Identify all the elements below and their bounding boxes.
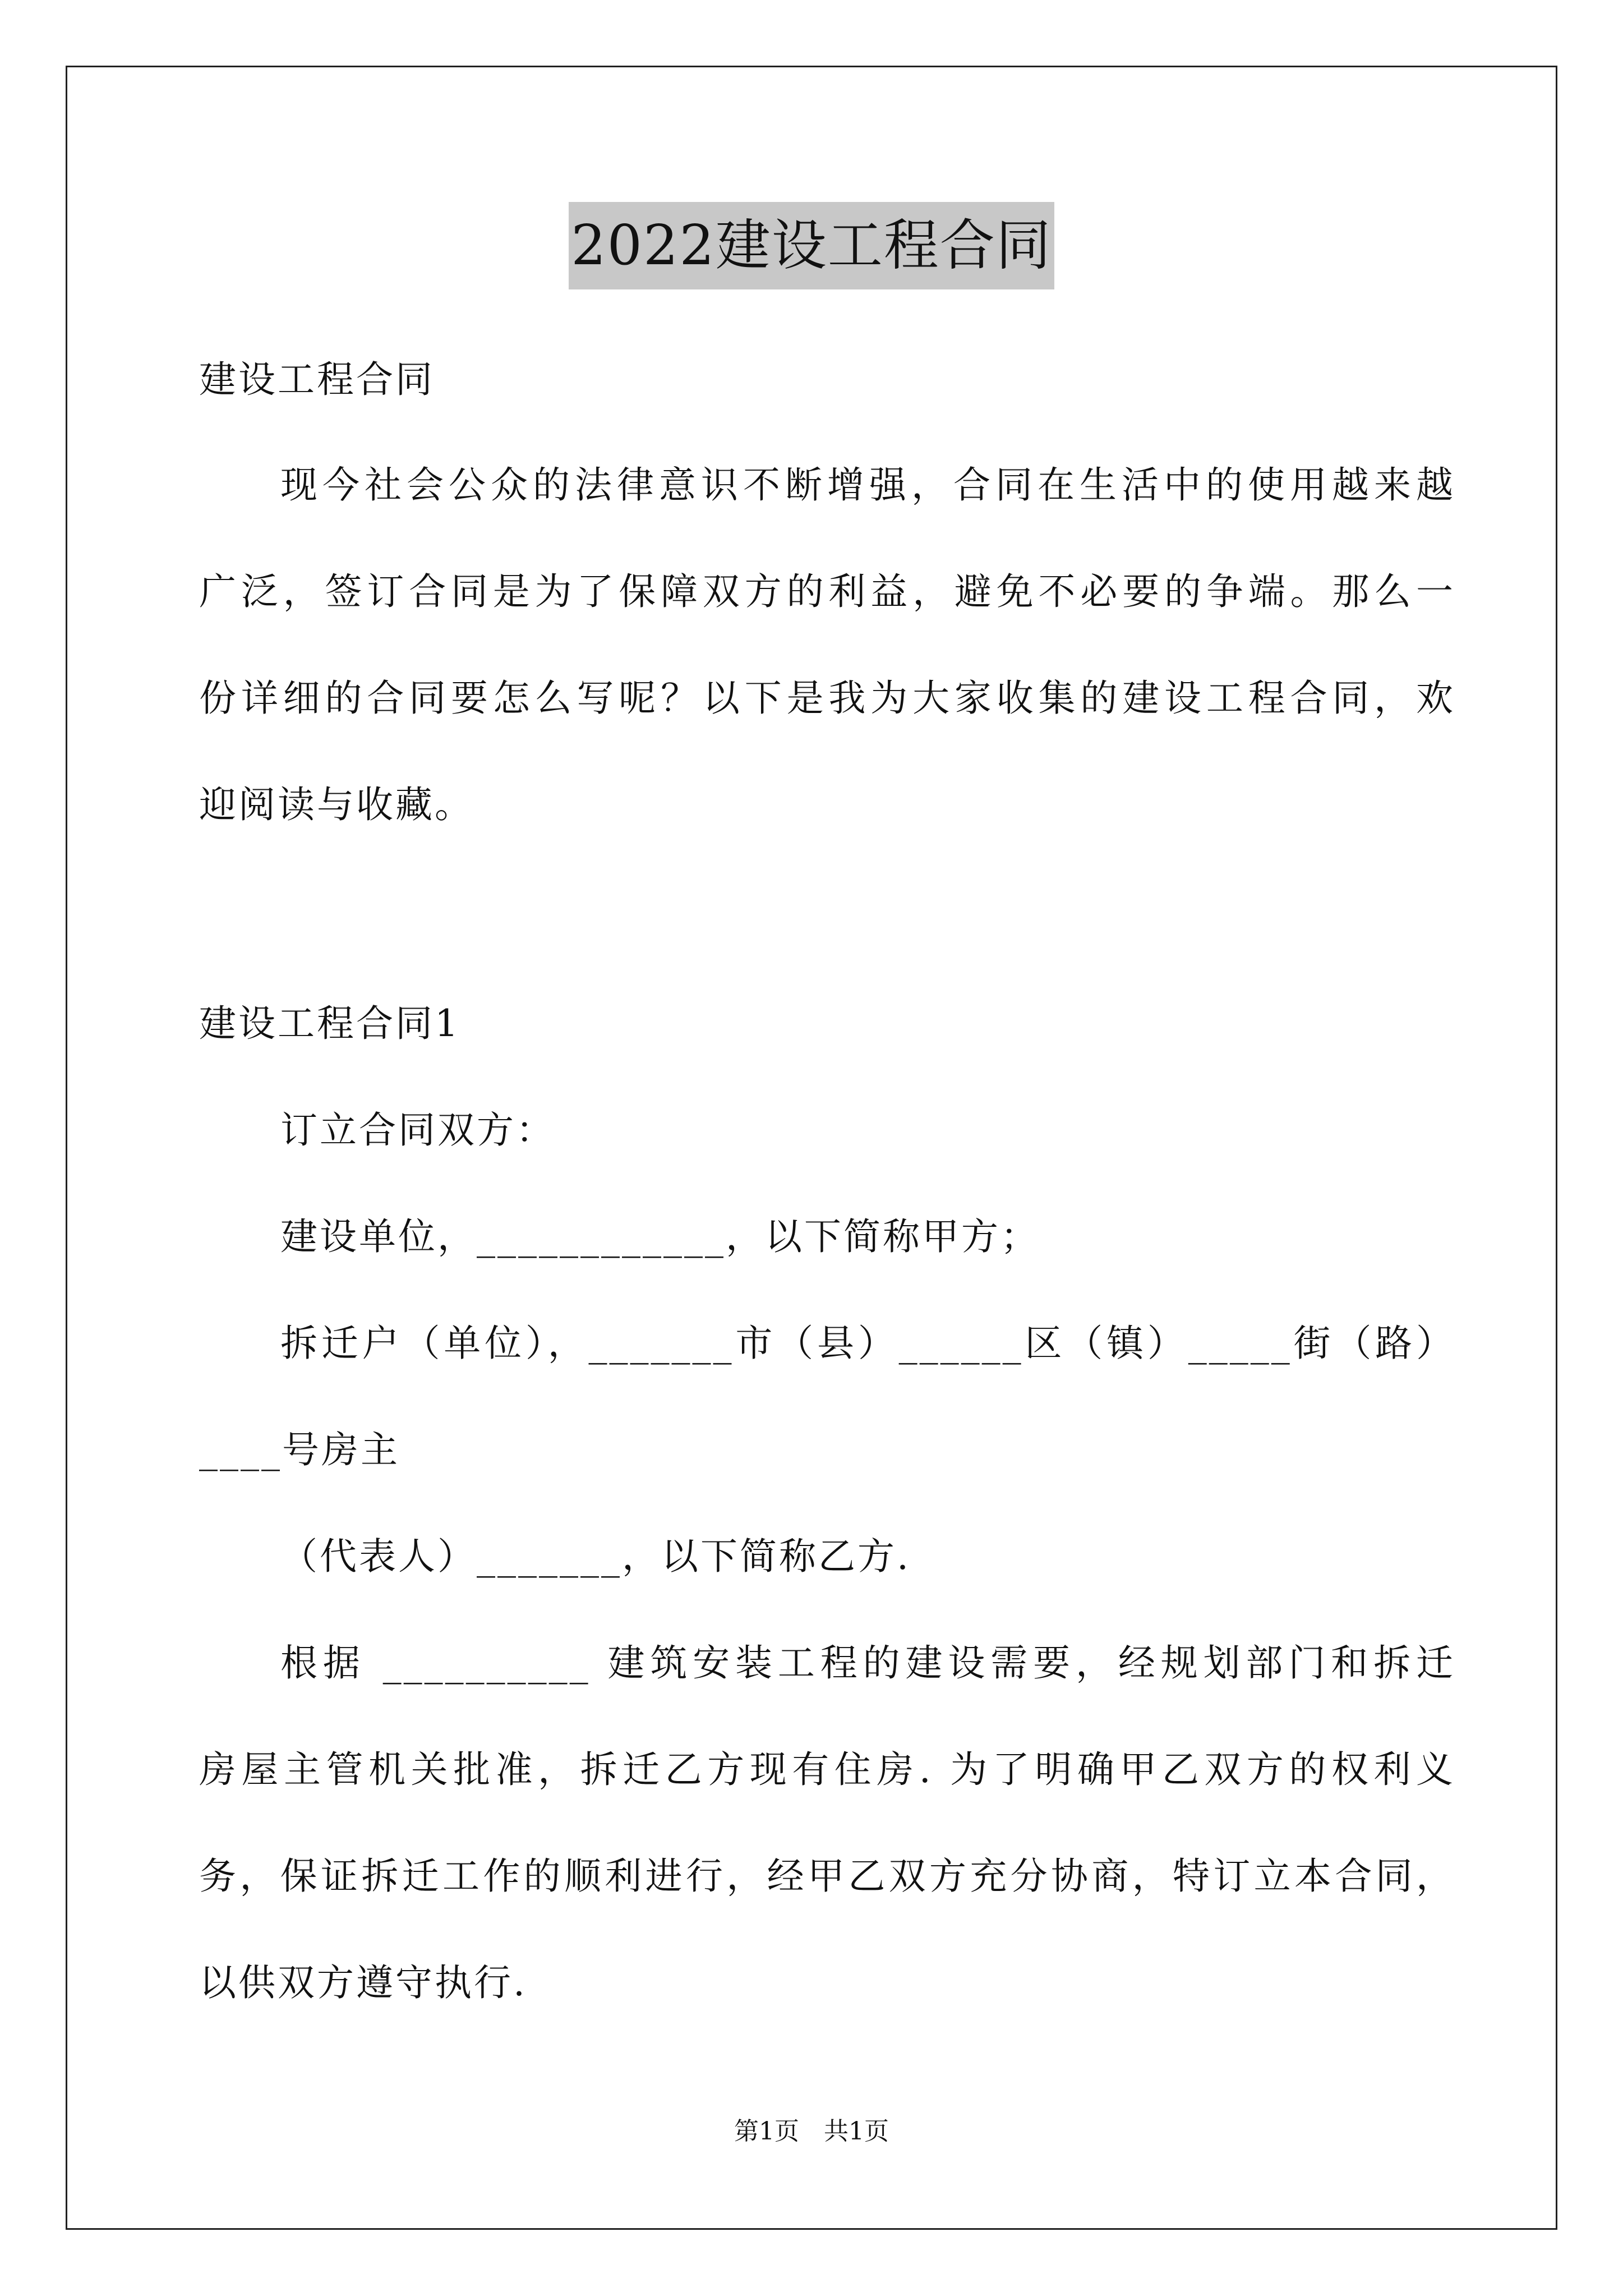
intro-line-4: 迎阅读与收藏。 xyxy=(199,783,474,826)
title-container xyxy=(0,202,1623,289)
body-line-7: 房屋主管机关批准，拆迁乙方现有住房. 为了明确甲乙双方的权利义 xyxy=(199,1748,1455,1791)
body-line-2: 建设单位，____________，以下简称甲方； xyxy=(280,1215,1040,1258)
document-title: 2022建设工程合同 xyxy=(569,202,1054,289)
body-line-3: 拆迁户（单位），_______市（县）______区（镇）_____街（路） xyxy=(280,1322,1455,1365)
section-heading: 建设工程合同1 xyxy=(199,1002,460,1045)
body-line-1: 订立合同双方： xyxy=(280,1108,555,1152)
intro-line-2: 广泛，签订合同是为了保障双方的利益，避免不必要的争端。那么一 xyxy=(199,570,1455,613)
body-line-9: 以供双方遵守执行. xyxy=(199,1961,527,2004)
body-line-8: 务，保证拆迁工作的顺利进行，经甲乙双方充分协商，特订立本合同， xyxy=(199,1855,1455,1898)
intro-line-1: 现今社会公众的法律意识不断增强，合同在生活中的使用越来越 xyxy=(280,463,1455,507)
page-footer: 第1页 共1页 xyxy=(734,2117,889,2146)
document-subtitle: 建设工程合同 xyxy=(199,358,435,401)
body-line-5: （代表人）_______，以下简称乙方. xyxy=(280,1535,911,1578)
body-line-6: 根据 __________ 建筑安装工程的建设需要，经规划部门和拆迁 xyxy=(280,1641,1455,1685)
intro-line-3: 份详细的合同要怎么写呢？以下是我为大家收集的建设工程合同，欢 xyxy=(199,677,1455,720)
body-line-4: ____号房主 xyxy=(199,1428,400,1471)
